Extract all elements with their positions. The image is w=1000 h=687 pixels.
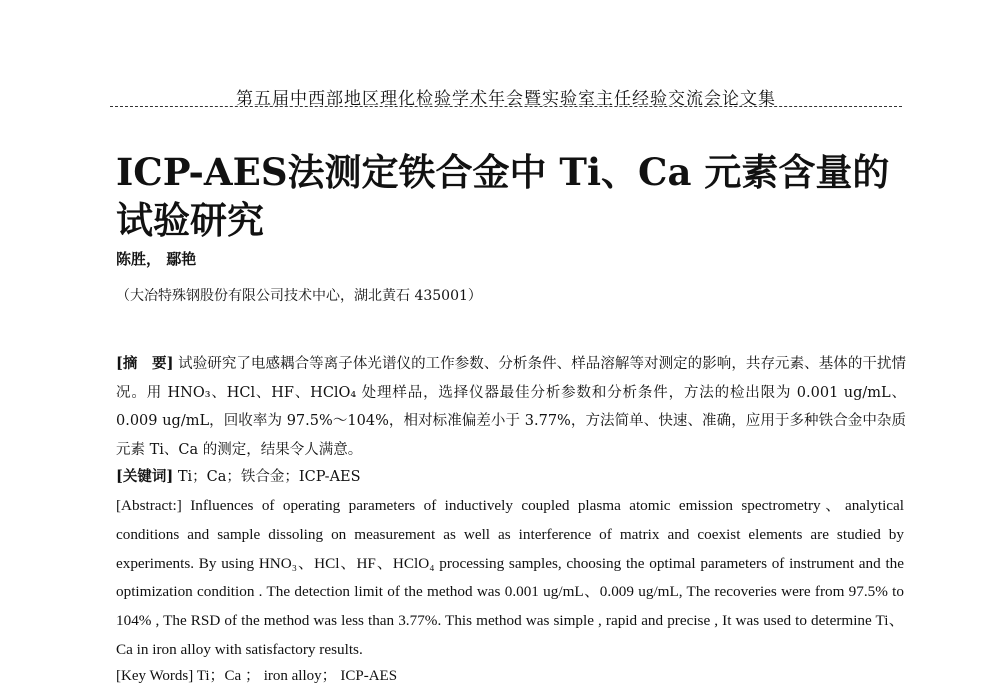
abstract-en-label: [Abstract:] xyxy=(116,497,182,514)
abstract-english xyxy=(116,492,904,665)
abstract-cn-label: [摘 要] xyxy=(116,355,174,372)
paper-affiliation: （大冶特殊钢股份有限公司技术中心，湖北黄石 435001） xyxy=(116,288,482,304)
keywords-english xyxy=(116,664,397,685)
keywords-cn-text: Ti；Ca；铁合金；ICP-AES xyxy=(177,469,361,485)
abstract-cn-text: 试验研究了电感耦合等离子体光谱仪的工作参数、分析条件、样品溶解等对测定的影响，共存元素、基体的干扰情况。用 HNO₃、HCl、HF、HClO₄ 处理样品，选择仪器最佳分析参数和分析条件，方法的检出限为 0.001 ug/mL、0.009 ug/mL，回收率为 97.5%～104%，相对标准偏差小于 3.77%，方法简单、快速、准确，应用于多种铁合金中杂质元素 Ti、Ca 的测定，结果令人满意。 xyxy=(116,356,907,458)
keywords-chinese xyxy=(116,465,361,486)
abstract-en-text: Influences of operating parameters of inductively coupled plasma atomic emission spectrometry、analytical conditions and sample dissoling on measurement as well as interference of matrix and coexist elements are studied by experiments. By using HNO₃、HCl、HF、HClO₄ processing samples, choosing the optimal parameters of instrument and the optimization condition . The detection limit of the method was 0.001 ug/mL、0.009 ug/mL, The recoveries were from 97.5% to 104% , The RSD of the method was less than 3.77%. This method was simple , rapid and precise , It was used to determine Ti、Ca in iron alloy with satisfactory results. xyxy=(116,497,904,658)
proceedings-header: 第五届中西部地区理化检验学术年会暨实验室主任经验交流会论文集 xyxy=(236,89,776,109)
abstract-chinese xyxy=(116,350,906,464)
keywords-en-text: Ti；Ca ； iron alloy； ICP-AES xyxy=(196,668,398,684)
keywords-en-label: [Key Words] xyxy=(116,668,194,684)
paper-authors: 陈胜， 鄢艳 xyxy=(116,250,197,268)
keywords-cn-label: [关键词] xyxy=(116,468,174,485)
header-divider xyxy=(110,106,902,107)
paper-title: ICP-AES法测定铁合金中 Ti、Ca 元素含量的试验研究 xyxy=(116,150,890,242)
